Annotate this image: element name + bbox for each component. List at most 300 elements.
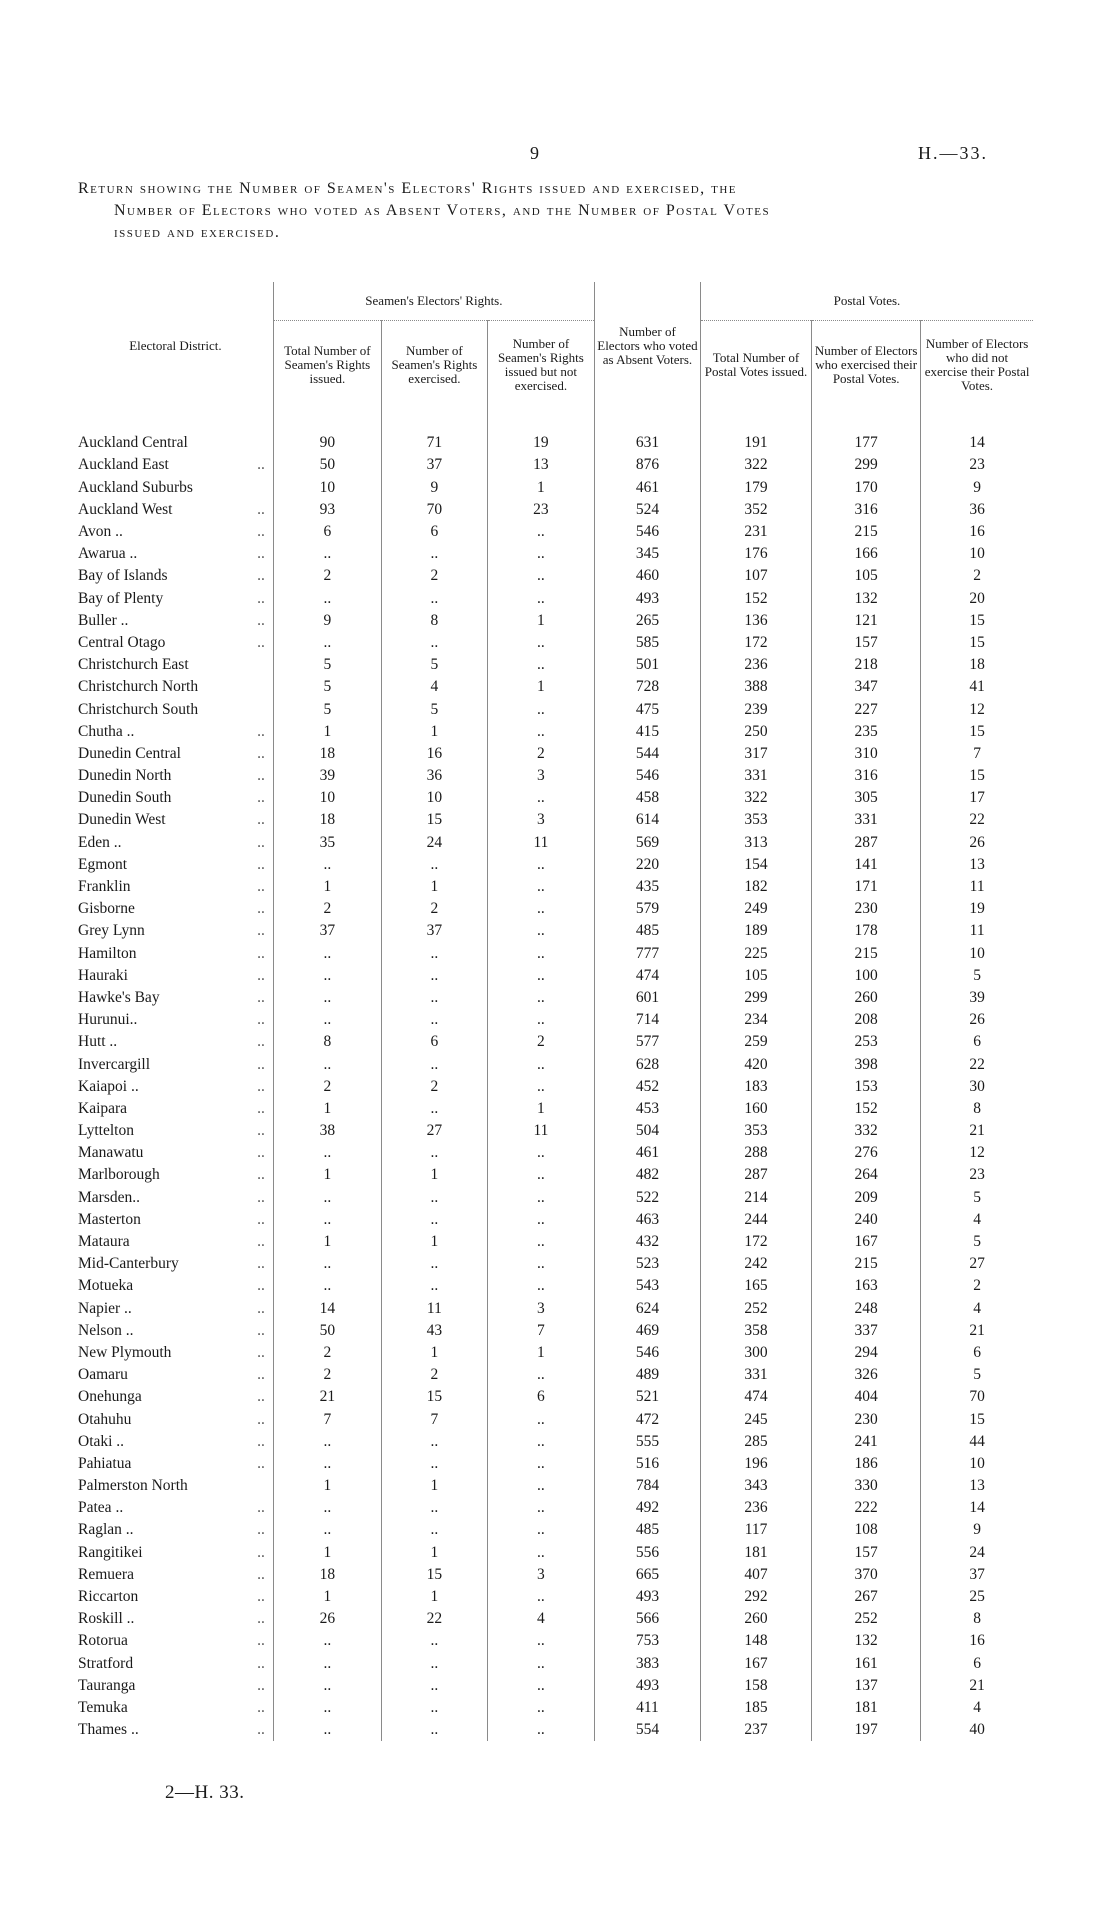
postal-not-exercised-cell: 5 <box>921 1231 1033 1253</box>
absent-voters-cell: 546 <box>594 521 700 543</box>
postal-not-exercised-cell: 4 <box>921 1209 1033 1231</box>
seamen-not-exercised-cell: .. <box>487 787 594 809</box>
postal-not-exercised-cell: 11 <box>921 920 1033 942</box>
absent-voters-cell: 569 <box>594 832 700 854</box>
leader-dots: .. <box>257 811 265 829</box>
seamen-not-exercised-cell: .. <box>487 588 594 610</box>
leader-dots: .. <box>257 567 265 585</box>
postal-total-cell: 322 <box>700 454 811 476</box>
district-cell <box>78 920 273 942</box>
leader-dots: .. <box>257 1565 265 1583</box>
district-cell <box>78 1053 273 1075</box>
leader-dots: .. <box>257 1055 265 1073</box>
postal-total-cell: 136 <box>700 610 811 632</box>
district-cell <box>78 698 273 720</box>
seamen-total-cell: .. <box>273 543 381 565</box>
table-row <box>78 1608 1033 1630</box>
leader-dots: .. <box>257 1654 265 1672</box>
postal-not-exercised-cell: 11 <box>921 876 1033 898</box>
seamen-total-cell: 7 <box>273 1408 381 1430</box>
seamen-total-cell: .. <box>273 632 381 654</box>
seamen-not-exercised-cell: .. <box>487 1675 594 1697</box>
seamen-exercised-cell: 15 <box>381 1564 487 1586</box>
postal-total-cell: 148 <box>700 1630 811 1652</box>
district-name: Hutt .. <box>78 1033 118 1051</box>
postal-total-cell: 317 <box>700 743 811 765</box>
district-name: Lyttelton <box>78 1122 134 1140</box>
seamen-not-exercised-cell: .. <box>487 721 594 743</box>
leader-dots: .. <box>257 1011 265 1029</box>
table-row <box>78 920 1033 942</box>
seamen-not-exercised-cell: 2 <box>487 1031 594 1053</box>
seamen-total-cell: 50 <box>273 454 381 476</box>
absent-voters-cell: 452 <box>594 1076 700 1098</box>
seamen-exercised-cell: 9 <box>381 477 487 499</box>
postal-exercised-cell: 326 <box>812 1364 921 1386</box>
seamen-total-cell: .. <box>273 588 381 610</box>
district-cell <box>78 1519 273 1541</box>
absent-voters-cell: 556 <box>594 1542 700 1564</box>
absent-voters-cell: 714 <box>594 1009 700 1031</box>
absent-voters-cell: 665 <box>594 1564 700 1586</box>
district-cell <box>78 1497 273 1519</box>
district-cell <box>78 943 273 965</box>
table-row <box>78 1364 1033 1386</box>
seamen-total-cell: 26 <box>273 1608 381 1630</box>
postal-total-cell: 236 <box>700 1497 811 1519</box>
seamen-not-exercised-cell: .. <box>487 1231 594 1253</box>
table-row <box>78 1053 1033 1075</box>
table-row <box>78 588 1033 610</box>
leader-dots: .. <box>257 767 265 785</box>
absent-voters-cell: 345 <box>594 543 700 565</box>
postal-not-exercised-cell: 15 <box>921 610 1033 632</box>
postal-exercised-cell: 230 <box>812 1408 921 1430</box>
seamen-exercised-cell: .. <box>381 854 487 876</box>
district-name: Avon .. <box>78 523 123 541</box>
district-name: Auckland West <box>78 500 173 518</box>
district-name: Rotorua <box>78 1632 128 1650</box>
postal-exercised-cell: 404 <box>812 1386 921 1408</box>
district-name: Auckland Central <box>78 434 188 452</box>
absent-voters-cell: 383 <box>594 1653 700 1675</box>
postal-exercised-cell: 347 <box>812 676 921 698</box>
postal-total-cell: 407 <box>700 1564 811 1586</box>
postal-total-cell: 252 <box>700 1298 811 1320</box>
postal-not-exercised-cell: 4 <box>921 1697 1033 1719</box>
seamen-exercised-cell: .. <box>381 1209 487 1231</box>
table-row <box>78 1031 1033 1053</box>
district-name: Riccarton <box>78 1588 139 1606</box>
postal-not-exercised-cell: 14 <box>921 1497 1033 1519</box>
postal-total-cell: 179 <box>700 477 811 499</box>
seamen-not-exercised-cell: .. <box>487 1364 594 1386</box>
absent-voters-cell: 435 <box>594 876 700 898</box>
seamen-total-cell: 1 <box>273 1164 381 1186</box>
seamen-total-cell: .. <box>273 1253 381 1275</box>
seamen-not-exercised-cell: .. <box>487 987 594 1009</box>
postal-total-cell: 160 <box>700 1098 811 1120</box>
table-row <box>78 521 1033 543</box>
postal-exercised-cell: 170 <box>812 477 921 499</box>
absent-voters-cell: 461 <box>594 1142 700 1164</box>
seamen-exercised-cell: 1 <box>381 1542 487 1564</box>
seamen-not-exercised-cell: 1 <box>487 676 594 698</box>
absent-voters-cell: 554 <box>594 1719 700 1741</box>
postal-total-cell: 191 <box>700 432 811 454</box>
seamen-total-cell: .. <box>273 1497 381 1519</box>
seamen-not-exercised-cell: .. <box>487 1187 594 1209</box>
leader-dots: .. <box>257 988 265 1006</box>
leader-dots: .. <box>257 833 265 851</box>
absent-voters-cell: 220 <box>594 854 700 876</box>
seamen-not-exercised-cell: .. <box>487 1453 594 1475</box>
table-row <box>78 1142 1033 1164</box>
seamen-total-cell: 38 <box>273 1120 381 1142</box>
header-postal-exercised: Number of Electors who exercised their Postal Votes. <box>812 320 921 410</box>
leader-dots: .. <box>257 1255 265 1273</box>
table-row <box>78 876 1033 898</box>
table-row <box>78 1653 1033 1675</box>
postal-exercised-cell: 208 <box>812 1009 921 1031</box>
table-row <box>78 454 1033 476</box>
postal-not-exercised-cell: 15 <box>921 1408 1033 1430</box>
document-code: H.—33. <box>918 143 988 163</box>
table-row <box>78 1231 1033 1253</box>
absent-voters-cell: 501 <box>594 654 700 676</box>
absent-voters-cell: 614 <box>594 809 700 831</box>
seamen-not-exercised-cell: .. <box>487 1164 594 1186</box>
table-row <box>78 1120 1033 1142</box>
seamen-not-exercised-cell: .. <box>487 1586 594 1608</box>
seamen-total-cell: .. <box>273 1453 381 1475</box>
district-cell <box>78 654 273 676</box>
postal-exercised-cell: 186 <box>812 1453 921 1475</box>
table-row <box>78 1253 1033 1275</box>
postal-not-exercised-cell: 21 <box>921 1320 1033 1342</box>
district-cell <box>78 765 273 787</box>
absent-voters-cell: 555 <box>594 1431 700 1453</box>
district-cell <box>78 1253 273 1275</box>
absent-voters-cell: 566 <box>594 1608 700 1630</box>
district-name: Franklin <box>78 878 131 896</box>
absent-voters-cell: 493 <box>594 588 700 610</box>
absent-voters-cell: 579 <box>594 898 700 920</box>
seamen-exercised-cell: 1 <box>381 721 487 743</box>
seamen-total-cell: 10 <box>273 477 381 499</box>
district-name: Temuka <box>78 1698 128 1716</box>
leader-dots: .. <box>257 1721 265 1739</box>
seamen-exercised-cell: .. <box>381 987 487 1009</box>
postal-not-exercised-cell: 36 <box>921 499 1033 521</box>
table-row <box>78 1475 1033 1497</box>
leader-dots: .. <box>257 1521 265 1539</box>
district-cell <box>78 588 273 610</box>
postal-exercised-cell: 166 <box>812 543 921 565</box>
postal-total-cell: 236 <box>700 654 811 676</box>
leader-dots: .. <box>257 1410 265 1428</box>
postal-not-exercised-cell: 15 <box>921 632 1033 654</box>
seamen-total-cell: 18 <box>273 809 381 831</box>
seamen-exercised-cell: .. <box>381 1053 487 1075</box>
district-name: Bay of Plenty <box>78 589 164 607</box>
seamen-exercised-cell: .. <box>381 1697 487 1719</box>
district-cell <box>78 1608 273 1630</box>
absent-voters-cell: 631 <box>594 432 700 454</box>
postal-not-exercised-cell: 20 <box>921 588 1033 610</box>
postal-exercised-cell: 132 <box>812 1630 921 1652</box>
leader-dots: .. <box>257 1366 265 1384</box>
postal-exercised-cell: 316 <box>812 765 921 787</box>
district-name: Auckland East <box>78 456 169 474</box>
seamen-total-cell: .. <box>273 1209 381 1231</box>
footer-code: 2—H. 33. <box>165 1782 245 1803</box>
postal-total-cell: 358 <box>700 1320 811 1342</box>
postal-exercised-cell: 299 <box>812 454 921 476</box>
district-cell <box>78 1009 273 1031</box>
district-cell <box>78 898 273 920</box>
postal-not-exercised-cell: 5 <box>921 1364 1033 1386</box>
absent-voters-cell: 265 <box>594 610 700 632</box>
seamen-total-cell: 90 <box>273 432 381 454</box>
seamen-exercised-cell: 27 <box>381 1120 487 1142</box>
seamen-total-cell: 6 <box>273 521 381 543</box>
postal-exercised-cell: 161 <box>812 1653 921 1675</box>
seamen-exercised-cell: 1 <box>381 1586 487 1608</box>
seamen-exercised-cell: 70 <box>381 499 487 521</box>
seamen-not-exercised-cell: .. <box>487 876 594 898</box>
absent-voters-cell: 728 <box>594 676 700 698</box>
absent-voters-cell: 523 <box>594 1253 700 1275</box>
seamen-exercised-cell: .. <box>381 943 487 965</box>
seamen-not-exercised-cell: .. <box>487 1053 594 1075</box>
leader-dots: .. <box>257 1610 265 1628</box>
postal-exercised-cell: 337 <box>812 1320 921 1342</box>
postal-exercised-cell: 108 <box>812 1519 921 1541</box>
postal-exercised-cell: 157 <box>812 1542 921 1564</box>
seamen-exercised-cell: .. <box>381 1431 487 1453</box>
district-cell <box>78 965 273 987</box>
seamen-not-exercised-cell: 1 <box>487 610 594 632</box>
seamen-not-exercised-cell: 3 <box>487 1564 594 1586</box>
table-row <box>78 632 1033 654</box>
seamen-total-cell: 9 <box>273 610 381 632</box>
seamen-exercised-cell: 15 <box>381 1386 487 1408</box>
district-cell <box>78 1320 273 1342</box>
district-cell <box>78 477 273 499</box>
leader-dots: .. <box>257 1122 265 1140</box>
seamen-exercised-cell: .. <box>381 1519 487 1541</box>
seamen-not-exercised-cell: .. <box>487 1542 594 1564</box>
seamen-total-cell: .. <box>273 1719 381 1741</box>
seamen-total-cell: 2 <box>273 898 381 920</box>
postal-total-cell: 322 <box>700 787 811 809</box>
table-row <box>78 1497 1033 1519</box>
district-name: Hamilton <box>78 944 137 962</box>
table-row <box>78 1586 1033 1608</box>
table-row <box>78 1098 1033 1120</box>
seamen-total-cell: .. <box>273 1009 381 1031</box>
postal-exercised-cell: 398 <box>812 1053 921 1075</box>
postal-total-cell: 182 <box>700 876 811 898</box>
postal-not-exercised-cell: 16 <box>921 1630 1033 1652</box>
seamen-total-cell: 93 <box>273 499 381 521</box>
seamen-exercised-cell: 6 <box>381 521 487 543</box>
seamen-not-exercised-cell: 1 <box>487 1098 594 1120</box>
district-cell <box>78 721 273 743</box>
postal-exercised-cell: 230 <box>812 898 921 920</box>
seamen-total-cell: 50 <box>273 1320 381 1342</box>
leader-dots: .. <box>257 744 265 762</box>
postal-exercised-cell: 294 <box>812 1342 921 1364</box>
seamen-exercised-cell: 15 <box>381 809 487 831</box>
district-cell <box>78 1453 273 1475</box>
header-seamen-exercised: Number of Seamen's Rights exercised. <box>381 320 487 410</box>
postal-exercised-cell: 264 <box>812 1164 921 1186</box>
postal-exercised-cell: 252 <box>812 1608 921 1630</box>
seamen-exercised-cell: .. <box>381 1142 487 1164</box>
seamen-exercised-cell: .. <box>381 1453 487 1475</box>
district-name: Christchurch East <box>78 656 189 674</box>
postal-not-exercised-cell: 10 <box>921 543 1033 565</box>
leader-dots: .. <box>257 1698 265 1716</box>
postal-total-cell: 331 <box>700 1364 811 1386</box>
leader-dots: .. <box>257 878 265 896</box>
leader-dots: .. <box>257 1321 265 1339</box>
leader-dots: .. <box>257 589 265 607</box>
district-name: Masterton <box>78 1210 141 1228</box>
leader-dots: .. <box>257 1388 265 1406</box>
district-name: Mid-Canterbury <box>78 1255 179 1273</box>
absent-voters-cell: 411 <box>594 1697 700 1719</box>
seamen-exercised-cell: 10 <box>381 787 487 809</box>
district-cell <box>78 432 273 454</box>
seamen-total-cell: .. <box>273 1653 381 1675</box>
postal-not-exercised-cell: 8 <box>921 1608 1033 1630</box>
postal-total-cell: 249 <box>700 898 811 920</box>
seamen-total-cell: 1 <box>273 1542 381 1564</box>
absent-voters-cell: 458 <box>594 787 700 809</box>
district-name: Chutha .. <box>78 722 135 740</box>
seamen-not-exercised-cell: 11 <box>487 832 594 854</box>
absent-voters-cell: 546 <box>594 1342 700 1364</box>
postal-total-cell: 231 <box>700 521 811 543</box>
table-row <box>78 1675 1033 1697</box>
seamen-not-exercised-cell: .. <box>487 854 594 876</box>
leader-dots: .. <box>257 1676 265 1694</box>
postal-exercised-cell: 157 <box>812 632 921 654</box>
district-name: Hawke's Bay <box>78 988 160 1006</box>
seamen-exercised-cell: 1 <box>381 1475 487 1497</box>
header-electoral-district: Electoral District. <box>129 338 222 353</box>
district-name: Remuera <box>78 1565 134 1583</box>
district-name: Central Otago <box>78 633 166 651</box>
table-row <box>78 765 1033 787</box>
postal-exercised-cell: 370 <box>812 1564 921 1586</box>
seamen-exercised-cell: .. <box>381 965 487 987</box>
seamen-exercised-cell: 37 <box>381 920 487 942</box>
postal-exercised-cell: 222 <box>812 1497 921 1519</box>
seamen-exercised-cell: 2 <box>381 1076 487 1098</box>
seamen-total-cell: 1 <box>273 1098 381 1120</box>
district-name: Dunedin West <box>78 811 166 829</box>
absent-voters-cell: 876 <box>594 454 700 476</box>
seamen-exercised-cell: .. <box>381 1275 487 1297</box>
postal-total-cell: 474 <box>700 1386 811 1408</box>
postal-exercised-cell: 105 <box>812 565 921 587</box>
seamen-not-exercised-cell: 2 <box>487 743 594 765</box>
district-cell <box>78 1275 273 1297</box>
seamen-total-cell: .. <box>273 943 381 965</box>
seamen-exercised-cell: .. <box>381 1630 487 1652</box>
seamen-exercised-cell: 24 <box>381 832 487 854</box>
seamen-exercised-cell: .. <box>381 1098 487 1120</box>
seamen-exercised-cell: 22 <box>381 1608 487 1630</box>
absent-voters-cell: 543 <box>594 1275 700 1297</box>
seamen-exercised-cell: .. <box>381 1253 487 1275</box>
leader-dots: .. <box>257 922 265 940</box>
seamen-exercised-cell: 1 <box>381 876 487 898</box>
postal-not-exercised-cell: 21 <box>921 1675 1033 1697</box>
seamen-total-cell: .. <box>273 854 381 876</box>
district-cell <box>78 854 273 876</box>
seamen-not-exercised-cell: .. <box>487 943 594 965</box>
seamen-total-cell: 35 <box>273 832 381 854</box>
postal-total-cell: 105 <box>700 965 811 987</box>
leader-dots: .. <box>257 1166 265 1184</box>
seamen-exercised-cell: .. <box>381 543 487 565</box>
postal-exercised-cell: 197 <box>812 1719 921 1741</box>
postal-total-cell: 237 <box>700 1719 811 1741</box>
leader-dots: .. <box>257 1033 265 1051</box>
table-row <box>78 987 1033 1009</box>
postal-not-exercised-cell: 10 <box>921 943 1033 965</box>
postal-total-cell: 331 <box>700 765 811 787</box>
leader-dots: .. <box>257 1277 265 1295</box>
postal-total-cell: 107 <box>700 565 811 587</box>
postal-not-exercised-cell: 6 <box>921 1342 1033 1364</box>
postal-not-exercised-cell: 12 <box>921 698 1033 720</box>
district-cell <box>78 543 273 565</box>
table-row <box>78 743 1033 765</box>
seamen-total-cell: 14 <box>273 1298 381 1320</box>
seamen-exercised-cell: 7 <box>381 1408 487 1430</box>
postal-not-exercised-cell: 4 <box>921 1298 1033 1320</box>
district-name: New Plymouth <box>78 1343 172 1361</box>
table-row <box>78 1542 1033 1564</box>
table-row <box>78 1076 1033 1098</box>
table-row <box>78 832 1033 854</box>
postal-exercised-cell: 152 <box>812 1098 921 1120</box>
absent-voters-cell: 485 <box>594 920 700 942</box>
seamen-total-cell: .. <box>273 1519 381 1541</box>
district-cell <box>78 676 273 698</box>
seamen-not-exercised-cell: 7 <box>487 1320 594 1342</box>
postal-exercised-cell: 267 <box>812 1586 921 1608</box>
district-name: Grey Lynn <box>78 922 145 940</box>
district-name: Roskill .. <box>78 1610 135 1628</box>
seamen-not-exercised-cell: 11 <box>487 1120 594 1142</box>
district-cell <box>78 1076 273 1098</box>
leader-dots: .. <box>257 1432 265 1450</box>
district-cell <box>78 1231 273 1253</box>
table-row <box>78 943 1033 965</box>
postal-total-cell: 420 <box>700 1053 811 1075</box>
absent-voters-cell: 521 <box>594 1386 700 1408</box>
seamen-exercised-cell: .. <box>381 632 487 654</box>
seamen-not-exercised-cell: .. <box>487 654 594 676</box>
absent-voters-cell: 544 <box>594 743 700 765</box>
